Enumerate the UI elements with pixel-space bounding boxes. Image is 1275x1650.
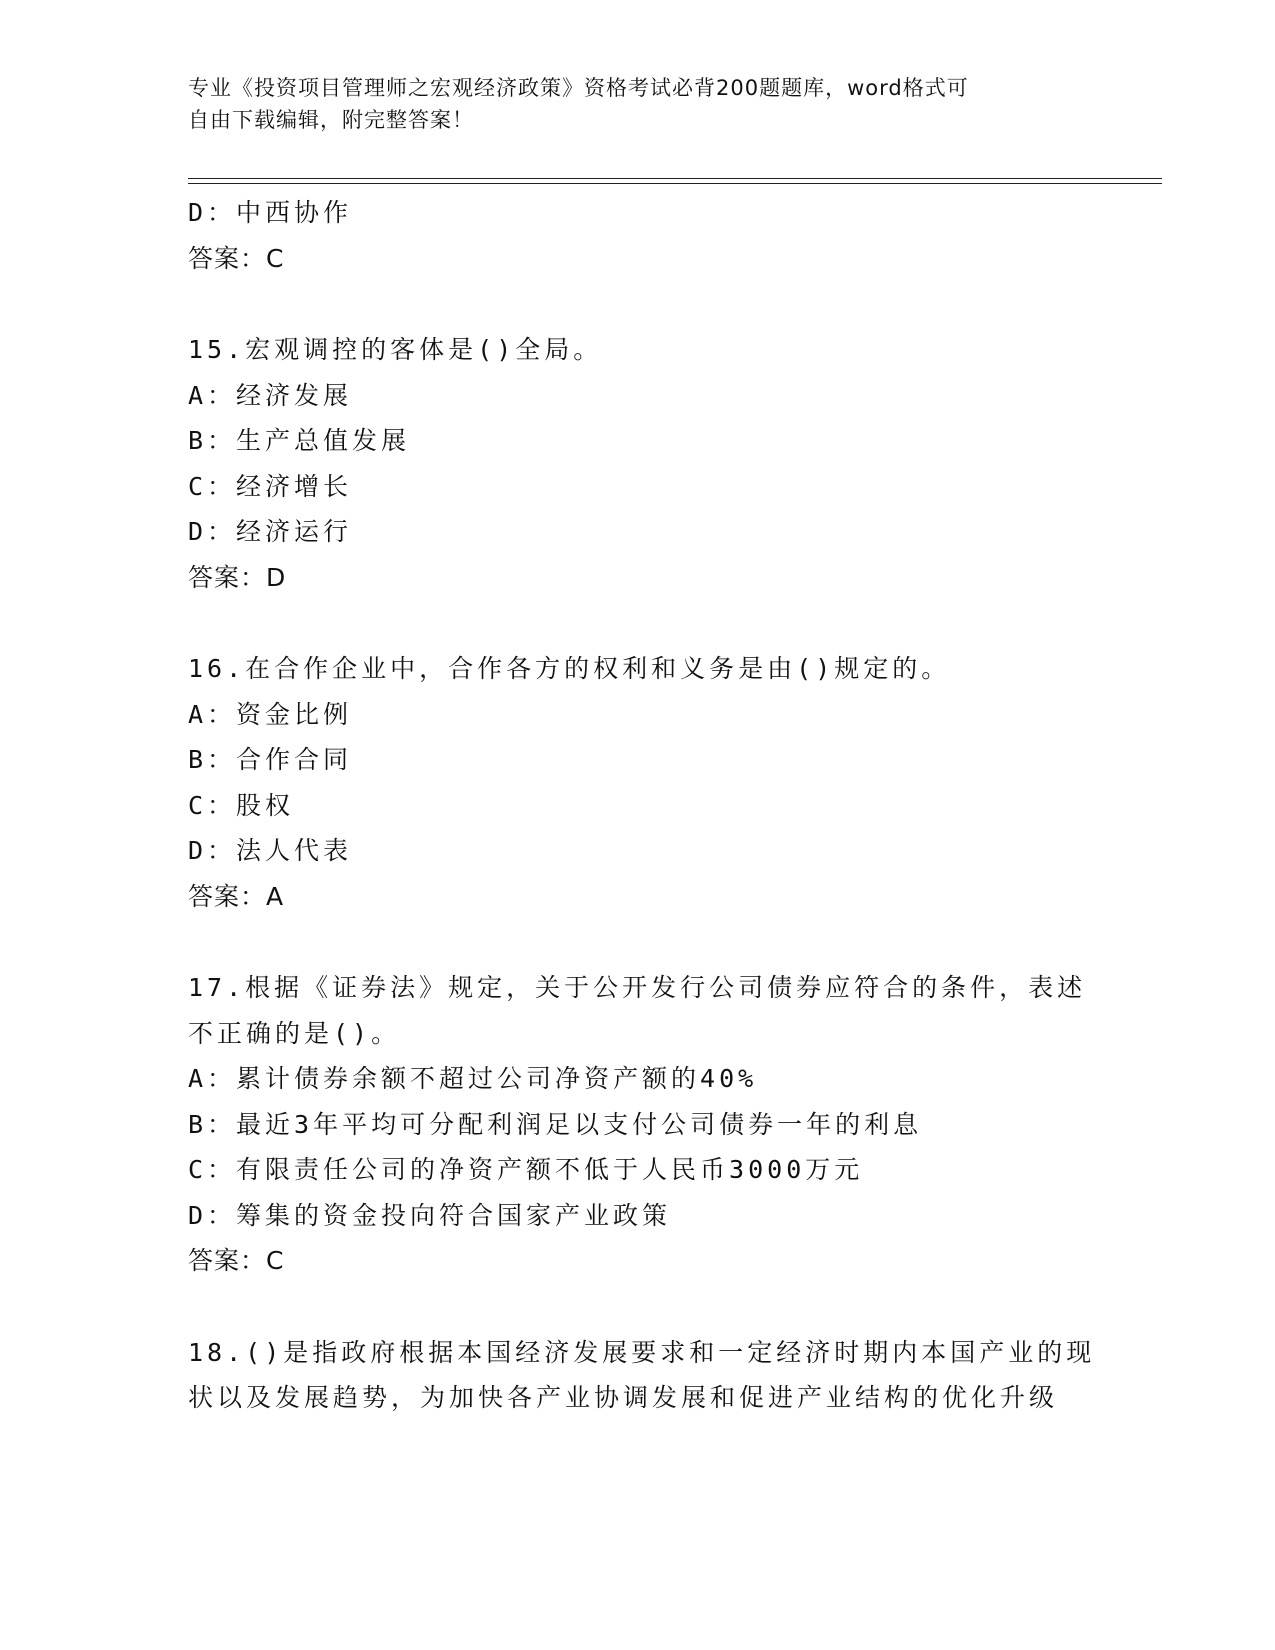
answer: 答案：D <box>188 562 287 592</box>
option-b: B：生产总值发展 <box>188 426 411 455</box>
question-stem: 16.在合作企业中，合作各方的权利和义务是由()规定的。 <box>188 654 951 683</box>
option-a: A：资金比例 <box>188 699 353 729</box>
question-14-tail <box>188 190 1088 281</box>
question-18 <box>188 1330 1096 1421</box>
option-c: C：有限责任公司的净资产额不低于人民币3000万元 <box>188 1155 864 1184</box>
option-d: D：经济运行 <box>188 517 353 546</box>
question-stem-continued: 状以及发展趋势，为加快各产业协调发展和促进产业结构的优化升级 <box>188 1383 1059 1412</box>
option-a: A：经济发展 <box>188 380 353 410</box>
question-stem: 18.()是指政府根据本国经济发展要求和一定经济时期内本国产业的现 <box>188 1337 1096 1367</box>
question-16 <box>188 646 1088 919</box>
answer: 答案：C <box>188 1246 285 1275</box>
question-stem: 15.宏观调控的客体是()全局。 <box>188 335 603 364</box>
option-d: D：中西协作 <box>188 198 353 227</box>
spacer <box>188 600 1088 646</box>
answer: 答案：A <box>188 881 285 911</box>
question-stem-continued: 不正确的是()。 <box>188 1018 401 1048</box>
header-line-2: 自由下载编辑，附完整答案！ <box>188 108 474 132</box>
option-b: B：最近3年平均可分配利润足以支付公司债券一年的利息 <box>188 1109 923 1139</box>
option-d: D：筹集的资金投向符合国家产业政策 <box>188 1200 672 1230</box>
question-17 <box>188 965 1088 1284</box>
header-divider-bottom <box>188 183 1162 184</box>
spacer <box>188 281 1088 327</box>
document-header <box>188 72 1088 136</box>
option-a: A：累计债券余额不超过公司净资产额的40% <box>188 1064 758 1093</box>
spacer <box>188 1284 1088 1330</box>
option-b: B：合作合同 <box>188 745 353 774</box>
header-divider-top <box>188 178 1162 179</box>
option-c: C：股权 <box>188 790 295 820</box>
option-c: C：经济增长 <box>188 471 353 501</box>
answer: 答案：C <box>188 243 285 273</box>
question-15 <box>188 327 1088 600</box>
question-stem: 17.根据《证券法》规定，关于公开发行公司债券应符合的条件，表述 <box>188 973 1087 1002</box>
question-list <box>188 190 1096 1421</box>
header-line-1: 专业《投资项目管理师之宏观经济政策》资格考试必背200题题库，word格式可 <box>188 76 969 100</box>
spacer <box>188 919 1088 965</box>
option-d: D：法人代表 <box>188 836 353 865</box>
